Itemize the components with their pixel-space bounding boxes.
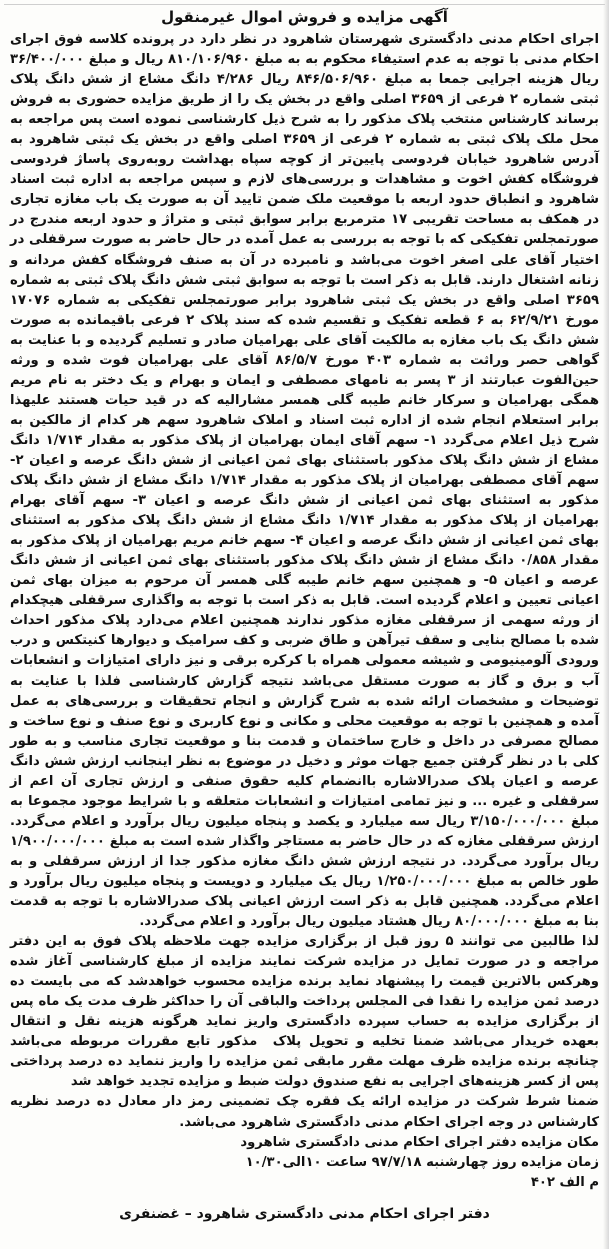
notice-body: اجرای احکام مدنی دادگستری شهرستان شاهرود در نظر دارد در پرونده کلاسه فوق اجرای احکام مدنی با توجه به عدم استیفاء محکوم به به مبلغ ۸۱۰/۱۰۶/۹۶۰ ریال و مبلغ ۳۶/۴۰۰/۰۰۰ ریال هزینه اجرایی جمعا به مبلغ ۸۴۶/۵۰۶/۹۶۰ ریال ۴/۲۸۶ دانگ مشاع از شش دانگ پلاک ثبتی شماره ۲ فرعی از ۳۶۵۹ اصلی واقع در بخش یک را از طریق مزایده حضوری به فروش برساند کارشناس منتخب پلاک مذکور را به شرح ذیل کارشناسی نموده است پس مراجعه به محل ملک پلاک ثبتی به شماره ۲ فرعی از ۳۶۵۹ اصلی واقع در بخش یک ثبتی شاهرود به آدرس شاهرود خیابان فردوسی پایین‌تر از کوچه سپاه بهداشت روبه‌روی پاساژ فردوسی فروشگاه کفش اخوت و مشاهدات و بررسی‌های لازم و سپس مراجعه به اداره ثبت اسناد شاهرود و انطباق حدود اربعه با موقعیت ملک ضمن تایید آن به صورت یک باب مغازه تجاری در همکف به مساحت تقریبی ۱۷ مترمربع برابر سوابق ثبتی و متراژ و حدود اربعه مندرج در صورتمجلس تفکیکی که با توجه به بررسی به عمل آمده در حال حاضر به صورت سرقفلی در اختیار آقای علی اصغر اخوت می‌باشد و نامبرده در آن به صنف فروشگاه کفش مردانه و زنانه اشتغال دارند. قابل به ذکر است با توجه به سوابق ثبتی شش دانگ پلاک ثبتی به شماره ۳۶۵۹ اصلی واقع در بخش یک ثبتی شاهرود برابر صورتمجلس تفکیکی به شماره ۱۷۰۷۶ مورخ ۶۲/۹/۲۱ به ۶ قطعه تفکیک و تقسیم شده که سند پلاک ۲ فرعی باقیمانده به صورت شش دانگ یک باب مغازه به مالکیت آقای علی بهرامیان صادر و تسلیم گردیده و با عنایت به گواهی حصر وراثت به شماره ۴۰۳ مورخ ۸۶/۵/۷ آقای علی بهرامیان فوت شده و ورثه حین‌الفوت عبارتند از ۳ پسر به نامهای مصطفی و ایمان و بهرام و یک دختر به نام مریم همگی بهرامیان و سرکار خانم طیبه گلی همسر مشارالیه که در قید حیات هستند علیهذا برابر استعلام انجام شده از اداره ثبت اسناد و املاک شاهرود سهم هر کدام از مالکین به شرح ذیل اعلام می‌گردد ۱- سهم آقای ایمان بهرامیان از پلاک مذکور به مقدار ۱/۷۱۴ دانگ مشاع از شش دانگ پلاک مذکور باستثنای بهای ثمن اعیانی از شش دانگ عرصه و اعیان ۲- سهم آقای مصطفی بهرامیان از پلاک مذکور به مقدار ۱/۷۱۴ دانگ مشاع از شش دانگ پلاک مذکور به استثنای بهای ثمن اعیانی از شش دانگ عرصه و اعیان ۳- سهم آقای بهرام بهرامیان از پلاک مذکور به مقدار ۱/۷۱۴ دانگ مشاع از شش دانگ پلاک مذکور به استثنای بهای ثمن اعیانی از شش دانگ عرصه و اعیان ۴- سهم خانم مریم بهرامیان از پلاک مذکور به مقدار ۰/۸۵۸ دانگ مشاع از شش دانگ پلاک مذکور باستثنای بهای ثمن اعیانی از شش دانگ عرصه و اعیان ۵- و همچنین سهم خانم طیبه گلی همسر آن مرحوم به میزان بهای ثمن اعیانی تعیین و اعلام گردیده است. قابل به ذکر است با توجه به واگذاری سرقفلی هیچکدام از ورثه سهمی از سرقفلی مغازه مذکور ندارند همچنین اعلام می‌دارد پلاک مذکور احداث شده با مصالح بنایی و سقف تیرآهن و طاق ضربی و کف سرامیک و دیوارها کنیتکس و درب ورودی آلومینیومی و شیشه معمولی همراه با کرکره برقی و نیز دارای امتیازات و انشعابات آب و برق و گاز به صورت مستقل می‌باشد نتیجه گزارش کارشناسی فلذا با عنایت به توضیحات و مشخصات ارائه شده به شرح گزارش و انجام تحقیقات و بررسی‌های به عمل آمده و همچنین با توجه به موقعیت محلی و مکانی و نوع کاربری و نوع صنف و نوع ساخت و مصالح مصرفی در داخل و خارج ساختمان و قدمت بنا و موقعیت تجاری مناسب و به طور کلی با در نظر گرفتن جمیع جهات موثر و دخیل در موضوع به نظر اینجانب ارزش شش دانگ عرصه و اعیان پلاک صدرالاشاره باانضمام کلیه حقوق صنفی و ارزش تجاری آن اعم از سرقفلی و غیره ... و نیز تمامی امتیازات و انشعابات متعلقه و با شرایط موجود مجموعا به مبلغ ۳/۱۵۰/۰۰۰/۰۰۰ ریال سه میلیارد و یکصد و پنجاه میلیون ریال برآورد و اعلام می‌گردد. ارزش سرقفلی مغازه که در حال حاضر به مستاجر واگذار شده است به مبلغ ۱/۹۰۰/۰۰۰/۰۰۰ ریال برآورد می‌گردد. در نتیجه ارزش شش دانگ مغازه مذکور جدا از ارزش سرقفلی و به طور خالص به مبلغ ۱/۲۵۰/۰۰۰/۰۰۰ ریال یک میلیارد و دویست و پنجاه میلیون ریال برآورد و اعلام می‌گردد. همچنین قابل به ذکر است ارزش اعیانی پلاک صدرالاشاره با توجه به قدمت بنا به مبلغ ۸۰/۰۰۰/۰۰۰ ریال هشتاد میلیون ریال برآورد و اعلام می‌گردد. لذا طالبین می توانند ۵ روز قبل از برگزاری مزایده جهت ملاحظه پلاک فوق به این دفتر مراجعه و در صورت تمایل در مزایده شرکت نمایند مزایده از مبلغ کارشناسی آغاز شده وهرکس بالاترین قیمت را پیشنهاد نماید برنده مزایده محسوب خواهدشد که می بایست ده درصد ثمن مزایده را نقدا فی المجلس پرداخت والباقی آن را حداکثر ظرف مدت یک ماه پس از برگزاری مزایده به حساب سپرده دادگستری واریز نماید هرگونه هزینه نقل و انتقال بعهده خریدار می‌باشد ضمنا تخلیه و تحویل پلاک مذکور تابع مقررات مربوطه می‌باشد چنانچه برنده مزایده ظرف مهلت مقرر مابقی ثمن مزایده را واریز ننماید ده درصد پرداختی پس از کسر هزینه‌های اجرایی به نفع صندوق دولت ضبط و مزایده تجدید خواهد شد ضمنا شرط شرکت در مزایده ارائه یک فقره چک تضمینی رمز دار معادل ده درصد نظریه کارشناس در وجه اجرای احکام مدنی دادگستری شاهرود می‌باشد. مکان مزایده دفتر اجرای احکام مدنی دادگستری شاهرود زمان مزایده روز چهارشنبه ۹۷/۷/۱۸ ساعت ۱۰الی۱۰/۳۰ م الف ۴۰۲ bbox=[10, 32, 600, 1190]
scan-edge-shadow bbox=[603, 0, 609, 1249]
notice-title: آگهی مزایده و فروش اموال غیرمنقول bbox=[161, 8, 448, 26]
notice-footer: دفتر اجرای احکام مدنی دادگستری شاهرود – غضنفری bbox=[119, 1206, 490, 1222]
